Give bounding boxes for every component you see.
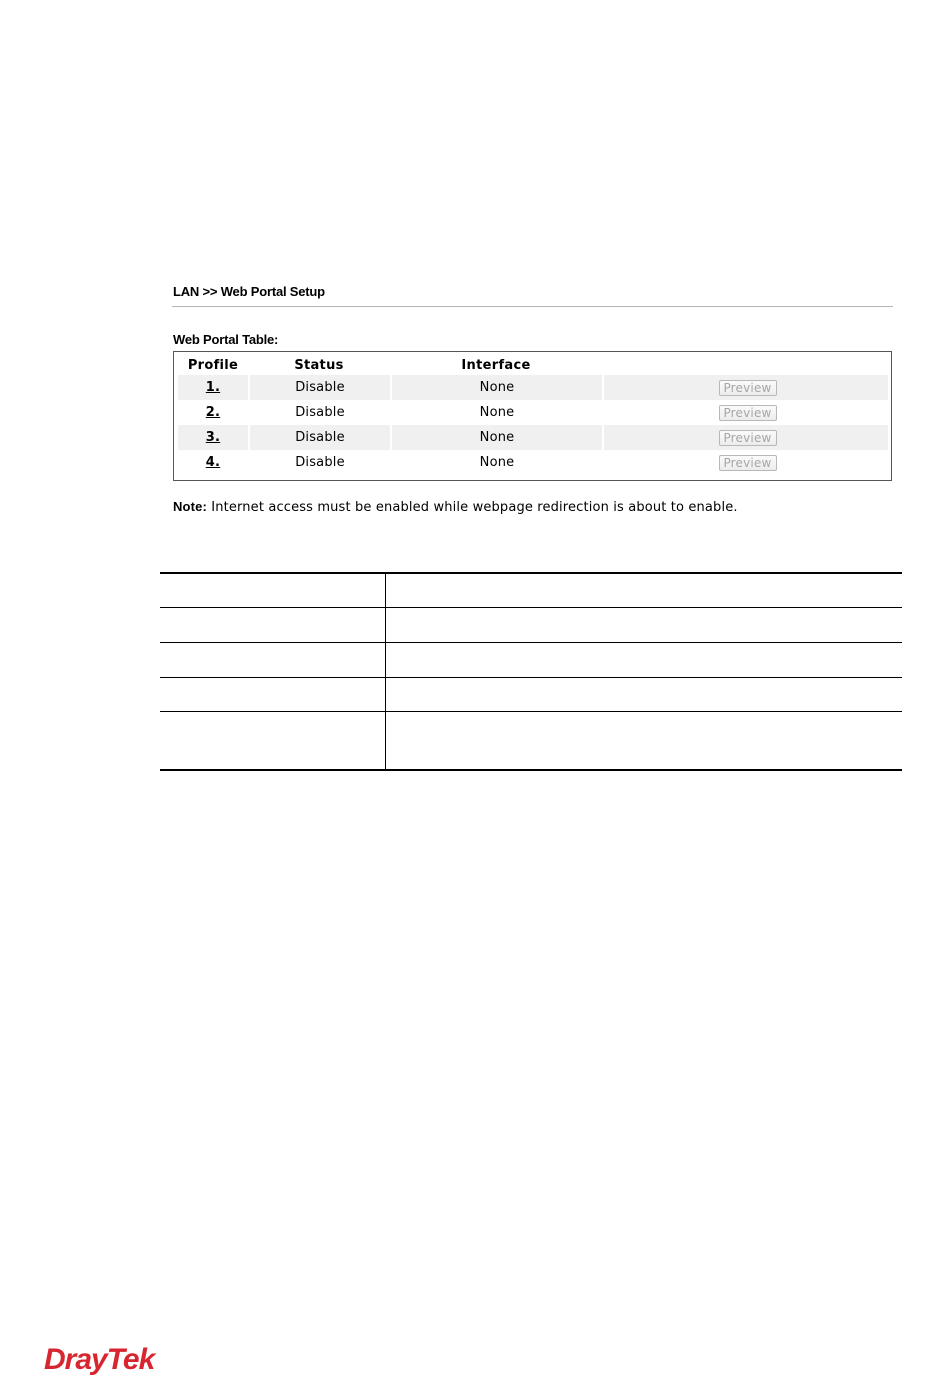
column-divider bbox=[385, 712, 386, 769]
note-text bbox=[173, 499, 738, 515]
preview-button-4[interactable]: Preview bbox=[719, 455, 777, 471]
status-cell: Disable bbox=[248, 375, 390, 400]
profile-link-2[interactable]: 2. bbox=[205, 405, 221, 420]
interface-cell: None bbox=[390, 400, 602, 425]
description-row bbox=[160, 678, 902, 712]
preview-button-2[interactable]: Preview bbox=[719, 405, 777, 421]
web-portal-table-title: Web Portal Table: bbox=[173, 332, 279, 347]
description-row bbox=[160, 643, 902, 678]
column-header-action bbox=[602, 355, 888, 375]
table-row bbox=[178, 400, 888, 425]
description-row bbox=[160, 712, 902, 771]
interface-cell: None bbox=[390, 375, 602, 400]
note-label: Note: bbox=[173, 499, 207, 514]
breadcrumb: LAN >> Web Portal Setup bbox=[173, 284, 325, 299]
preview-button-3[interactable]: Preview bbox=[719, 430, 777, 446]
table-row bbox=[178, 425, 888, 450]
profile-link-3[interactable]: 3. bbox=[205, 430, 221, 445]
status-cell: Disable bbox=[248, 450, 390, 475]
column-divider bbox=[385, 643, 386, 677]
status-cell: Disable bbox=[248, 425, 390, 450]
profile-link-1[interactable]: 1. bbox=[205, 380, 221, 395]
status-cell: Disable bbox=[248, 400, 390, 425]
interface-cell: None bbox=[390, 425, 602, 450]
breadcrumb-divider bbox=[172, 306, 893, 307]
draytek-logo: DrayTek bbox=[44, 1343, 155, 1376]
column-header-profile: Profile bbox=[187, 357, 239, 373]
column-header-interface: Interface bbox=[461, 357, 531, 373]
table-header-row bbox=[178, 355, 888, 375]
profile-link-4[interactable]: 4. bbox=[205, 455, 221, 470]
column-divider bbox=[385, 608, 386, 642]
table-row bbox=[178, 450, 888, 475]
column-divider bbox=[385, 678, 386, 711]
table-row bbox=[178, 375, 888, 400]
interface-cell: None bbox=[390, 450, 602, 475]
column-divider bbox=[385, 574, 386, 607]
description-row bbox=[160, 608, 902, 643]
web-portal-table bbox=[173, 351, 892, 481]
preview-button-1[interactable]: Preview bbox=[719, 380, 777, 396]
column-header-status: Status bbox=[294, 357, 344, 373]
description-row bbox=[160, 572, 902, 608]
description-table bbox=[160, 572, 902, 771]
note-body: Internet access must be enabled while webpage redirection is about to enable. bbox=[206, 500, 738, 515]
